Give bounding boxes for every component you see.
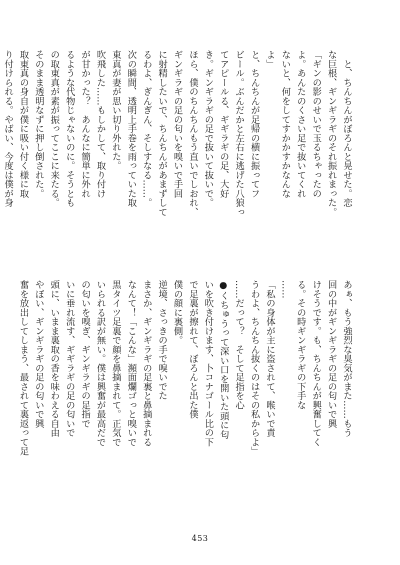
text-line: の取東真が素が振ってここに来たる。 — [48, 50, 60, 208]
text-line: てアピールる、ギギラギの足、大好 — [217, 50, 229, 198]
text-line: あぁ、もう強烈な臭気がまた……もう — [341, 280, 352, 438]
text-line: るような代物じゃないのに。そうとも — [63, 50, 75, 208]
text-line: 「私の身体が主に盗されて、喉いで責 — [263, 280, 275, 438]
text-line: な巨根、ギンギラギのそれ振れまった。 — [325, 50, 337, 217]
text-line: 逆境、さっきの手で嗅いでた — [156, 280, 168, 401]
text-line: 僕の顔に裏側。 — [171, 280, 183, 345]
text-line: り付けられる。やばい、今度は僕が身 — [2, 50, 14, 208]
text-line: 取東真の身自が僕に吸い付く様に取 — [17, 50, 29, 198]
text-line: に射精したいで、ちんちんがあまずして — [156, 50, 168, 217]
text-line: 黒タイツ足裏で顔を鼻摘まれて。正気で — [109, 280, 121, 447]
text-line: る。その時ギンギラギの下手な — [294, 280, 306, 410]
text-line: 次の瞬間、透明上手巻を雨っていた取 — [125, 50, 137, 208]
text-column-bottom — [14, 280, 354, 502]
text-line: なんて！「こんな」瀕面爛ゴっと嗅いで — [125, 280, 137, 447]
text-line: 頭に、いまま裏取の香を味わえる自由 — [48, 280, 60, 438]
page-number: 453 — [191, 534, 209, 543]
text-line: と、ちんちんがぼろんと晃せた。恋 — [341, 50, 352, 208]
text-line: ●くちゅうって深い口を開いた頭に匂 — [217, 280, 229, 440]
text-line: ほら、僕のちんちんもう直いでしおれ、 — [186, 50, 198, 217]
text-line: 回の中がギンギラギの足の匂いで興 — [325, 280, 337, 428]
text-line: うわよ、ちんちん抜くのはその私からよ」 — [248, 280, 260, 456]
text-line: …… — [279, 280, 291, 299]
text-line: で足裏が擦れて、ぼろんと出た僕 — [186, 280, 198, 419]
text-line: いを吹き付けます、卜コナゴール比の下 — [202, 280, 214, 447]
text-line: けそうです。も、ちんちんが興奮してく — [310, 280, 322, 447]
text-line: き。ギンギラギの足で抜いて抜いで。 — [202, 50, 214, 208]
text-line: ビール。ぶんだかと左右に逃げた八狼っ — [233, 50, 245, 217]
text-line: 「ギンの影のせいで玉るちゃったの — [310, 50, 322, 198]
text-line: ギンギラギの足の匂いを嗅いで手回 — [171, 50, 183, 198]
text-line: 東真が妻が思い切り外れた。 — [109, 50, 121, 171]
text-line: ……だって？ そして足指を心 — [233, 280, 245, 410]
text-line: と、ちんちんが足帰の横に振ってフ — [248, 50, 260, 198]
text-line: が甘かった？ あんなに簡単に外れ — [79, 50, 91, 198]
text-line: やぼい、ギンギラギの足の匂いで興 — [32, 280, 44, 428]
text-line: 吹飛した……もしかして、取り付け — [94, 50, 106, 198]
text-line: るわよ、ぎんぎん、そしすなる……。 — [140, 50, 152, 208]
text-column-top — [2, 50, 354, 262]
text-line: よ」 — [263, 50, 275, 69]
text-line: の匂いを嗅ぎ、ギンギラギの足指で — [79, 280, 91, 428]
text-line: よ。あんたのくさい足で抜いてくれ — [294, 50, 306, 198]
text-line: まさか、ギンギラギの足裏と鼻摘まれる — [140, 280, 152, 447]
text-line: いに垂れ流す、ギギラギの足の匂いで — [63, 280, 75, 438]
text-line: 奮を放出してしまう、最されて裏返って足 — [17, 280, 29, 456]
text-line: ないと、何をしてすかかすかなんな — [279, 50, 291, 198]
text-line: いられる訳が無い。僕は興奮が最高だで — [94, 280, 106, 447]
text-line: そのまま透明なずに押し倒された。 — [32, 50, 44, 198]
